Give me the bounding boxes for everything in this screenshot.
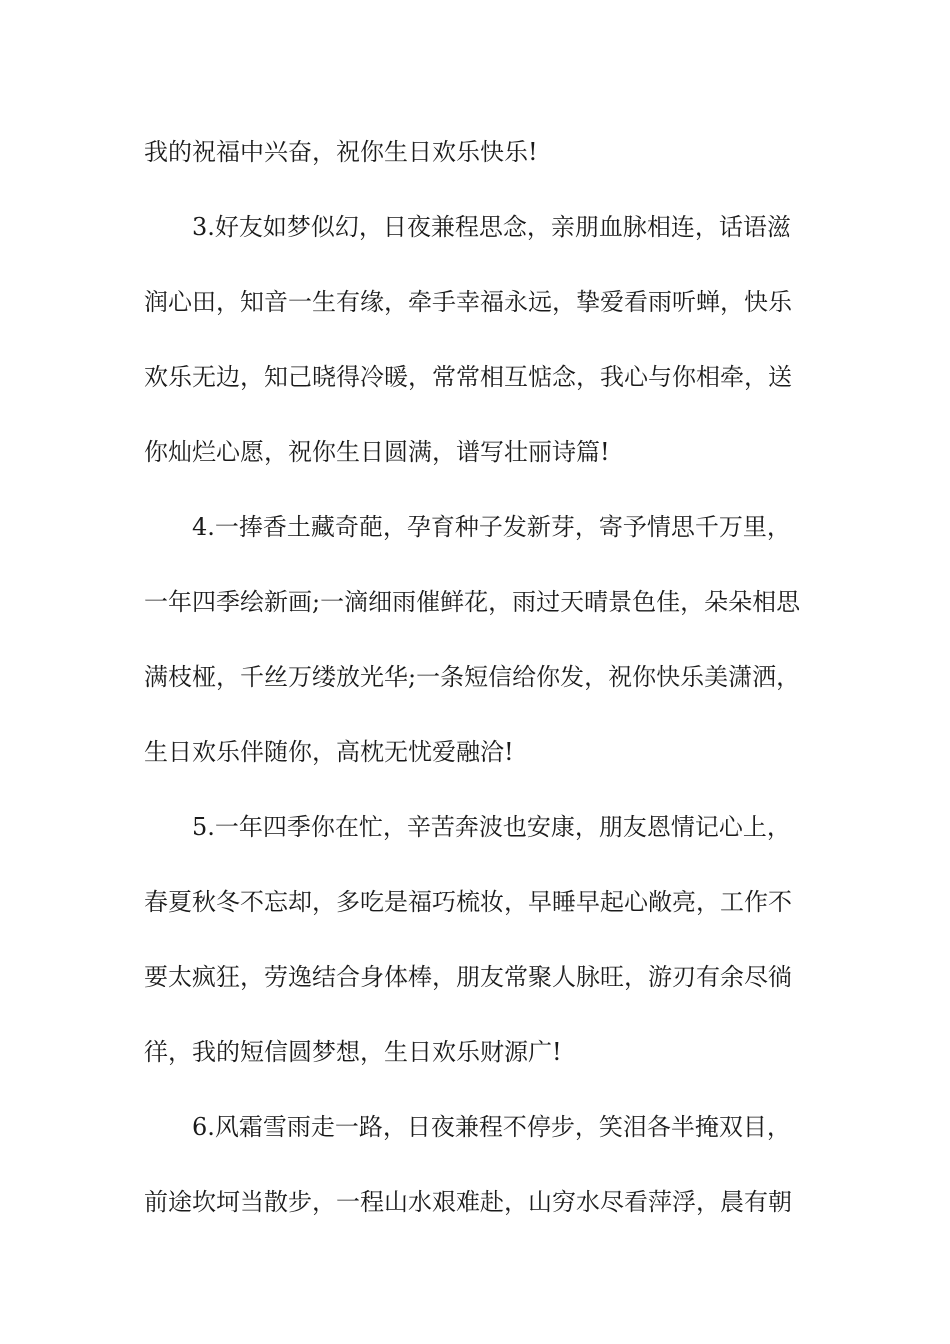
text-line: 欢乐无边，知己晓得冷暖，常常相互惦念，我心与你相牵，送	[144, 363, 792, 391]
text-line: 你灿烂心愿，祝你生日圆满，谱写壮丽诗篇!	[144, 438, 610, 466]
text-line: 润心田，知音一生有缘，牵手幸福永远，挚爱看雨听蝉，快乐	[144, 288, 792, 316]
text-line: 生日欢乐伴随你，高枕无忧爱融洽!	[144, 738, 514, 766]
text-line: 徉，我的短信圆梦想，生日欢乐财源广!	[144, 1038, 562, 1066]
paragraph-4-first-line: 4.一捧香土藏奇葩，孕育种子发新芽，寄予情思千万里，	[192, 513, 791, 541]
paragraph-6-first-line: 6.风霜雪雨走一路，日夜兼程不停步，笑泪各半掩双目，	[192, 1113, 791, 1141]
text-line: 前途坎坷当散步，一程山水艰难赴，山穷水尽看萍浮，晨有朝	[144, 1188, 792, 1216]
text-line: 一年四季绘新画;一滴细雨催鲜花，雨过天晴景色佳，朵朵相思	[144, 588, 801, 616]
text-line: 要太疯狂，劳逸结合身体棒，朋友常聚人脉旺，游刃有余尽徜	[144, 963, 792, 991]
text-line: 满枝桠，千丝万缕放光华;一条短信给你发，祝你快乐美潇洒，	[144, 663, 801, 691]
text-line: 我的祝福中兴奋，祝你生日欢乐快乐!	[144, 138, 538, 166]
paragraph-5-first-line: 5.一年四季你在忙，辛苦奔波也安康，朋友恩情记心上，	[192, 813, 791, 841]
text-line: 春夏秋冬不忘却，多吃是福巧梳妆，早睡早起心敞亮，工作不	[144, 888, 792, 916]
paragraph-3-first-line: 3.好友如梦似幻，日夜兼程思念，亲朋血脉相连，话语滋	[192, 213, 791, 241]
